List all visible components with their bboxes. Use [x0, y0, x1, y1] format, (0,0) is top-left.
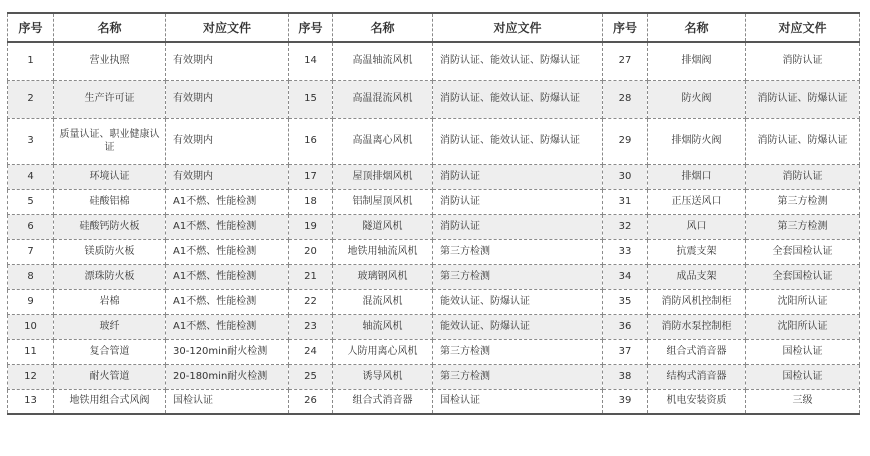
table-cell: 高温轴流风机	[333, 42, 433, 80]
table-cell: 国检认证	[746, 339, 860, 364]
table-cell: 13	[8, 389, 54, 414]
table-cell: 沈阳所认证	[746, 314, 860, 339]
table-cell: 9	[8, 289, 54, 314]
table-cell: 硅酸铝棉	[54, 189, 166, 214]
table-cell: 机电安装资质	[648, 389, 746, 414]
header-name-2: 名称	[333, 13, 433, 42]
table-cell: 消防认证、能效认证、防爆认证	[433, 118, 603, 164]
table-row	[8, 214, 860, 239]
table-cell: 质量认证、职业健康认证	[54, 118, 166, 164]
table-cell: 35	[603, 289, 648, 314]
table-header-row	[8, 13, 860, 42]
table-cell: 消防认证	[746, 164, 860, 189]
table-row	[8, 80, 860, 118]
table-row	[8, 189, 860, 214]
table-cell: 地铁用轴流风机	[333, 239, 433, 264]
table-cell: 排烟口	[648, 164, 746, 189]
table-cell: 高温混流风机	[333, 80, 433, 118]
table-cell: 消防认证	[433, 164, 603, 189]
table-cell: 消防认证	[433, 189, 603, 214]
table-cell: 21	[289, 264, 333, 289]
table-cell: 全套国检认证	[746, 239, 860, 264]
table-cell: 岩棉	[54, 289, 166, 314]
table-cell: A1不燃、性能检测	[166, 264, 289, 289]
table-cell: 17	[289, 164, 333, 189]
table-cell: 消防风机控制柜	[648, 289, 746, 314]
table-cell: 29	[603, 118, 648, 164]
certification-table	[7, 12, 860, 415]
table-cell: 4	[8, 164, 54, 189]
header-name-1: 名称	[54, 13, 166, 42]
table-cell: 14	[289, 42, 333, 80]
table-row	[8, 239, 860, 264]
table-cell: 有效期内	[166, 164, 289, 189]
header-doc-2: 对应文件	[433, 13, 603, 42]
table-cell: 玻璃钢风机	[333, 264, 433, 289]
table-cell: 三级	[746, 389, 860, 414]
table-row	[8, 289, 860, 314]
table-cell: 32	[603, 214, 648, 239]
table-cell: 8	[8, 264, 54, 289]
table-cell: 地铁用组合式风阀	[54, 389, 166, 414]
table-cell: 18	[289, 189, 333, 214]
table-cell: 漂珠防火板	[54, 264, 166, 289]
table-cell: 30	[603, 164, 648, 189]
header-doc-3: 对应文件	[746, 13, 860, 42]
table-row	[8, 164, 860, 189]
table-cell: 3	[8, 118, 54, 164]
table-row	[8, 339, 860, 364]
table-cell: 第三方检测	[433, 364, 603, 389]
table-row	[8, 389, 860, 414]
table-cell: 隧道风机	[333, 214, 433, 239]
table-cell: 5	[8, 189, 54, 214]
header-name-3: 名称	[648, 13, 746, 42]
table-cell: 36	[603, 314, 648, 339]
table-row	[8, 42, 860, 80]
table-cell: 消防认证、能效认证、防爆认证	[433, 80, 603, 118]
table-cell: 玻纤	[54, 314, 166, 339]
table-cell: 第三方检测	[433, 264, 603, 289]
table-cell: 23	[289, 314, 333, 339]
table-cell: 12	[8, 364, 54, 389]
table-cell: A1不燃、性能检测	[166, 314, 289, 339]
table-cell: 铝制屋顶风机	[333, 189, 433, 214]
table-cell: 第三方检测	[433, 339, 603, 364]
table-cell: 33	[603, 239, 648, 264]
table-cell: 抗震支架	[648, 239, 746, 264]
table-cell: 22	[289, 289, 333, 314]
table-cell: 2	[8, 80, 54, 118]
table-cell: 28	[603, 80, 648, 118]
table-cell: 19	[289, 214, 333, 239]
header-seq-1: 序号	[8, 13, 54, 42]
table-cell: 轴流风机	[333, 314, 433, 339]
table-cell: 结构式消音器	[648, 364, 746, 389]
table-cell: 20	[289, 239, 333, 264]
table-cell: 第三方检测	[746, 189, 860, 214]
table-cell: 环境认证	[54, 164, 166, 189]
table-cell: 10	[8, 314, 54, 339]
table-row	[8, 264, 860, 289]
table-cell: 排烟防火阀	[648, 118, 746, 164]
table-cell: 耐火管道	[54, 364, 166, 389]
table-cell: 成品支架	[648, 264, 746, 289]
table-cell: 防火阀	[648, 80, 746, 118]
table-cell: A1不燃、性能检测	[166, 214, 289, 239]
table-cell: 正压送风口	[648, 189, 746, 214]
table-cell: 复合管道	[54, 339, 166, 364]
table-cell: 26	[289, 389, 333, 414]
table-cell: 27	[603, 42, 648, 80]
table-cell: 消防认证、防爆认证	[746, 80, 860, 118]
table-cell: 消防认证、能效认证、防爆认证	[433, 42, 603, 80]
table-cell: 25	[289, 364, 333, 389]
table-cell: 镁质防火板	[54, 239, 166, 264]
table-cell: 诱导风机	[333, 364, 433, 389]
table-cell: 有效期内	[166, 80, 289, 118]
table-cell: 11	[8, 339, 54, 364]
table-cell: 38	[603, 364, 648, 389]
table-cell: 31	[603, 189, 648, 214]
table-cell: 30-120min耐火检测	[166, 339, 289, 364]
table-cell: 39	[603, 389, 648, 414]
table-row	[8, 364, 860, 389]
table-cell: 组合式消音器	[333, 389, 433, 414]
table-cell: 24	[289, 339, 333, 364]
table-cell: 硅酸钙防火板	[54, 214, 166, 239]
table-cell: 能效认证、防爆认证	[433, 289, 603, 314]
table-cell: 人防用离心风机	[333, 339, 433, 364]
table-cell: 消防认证	[433, 214, 603, 239]
table-cell: 组合式消音器	[648, 339, 746, 364]
table-cell: 1	[8, 42, 54, 80]
table-cell: 风口	[648, 214, 746, 239]
table-cell: 第三方检测	[746, 214, 860, 239]
table-cell: 16	[289, 118, 333, 164]
table-cell: 第三方检测	[433, 239, 603, 264]
header-doc-1: 对应文件	[166, 13, 289, 42]
table-cell: 消防认证、防爆认证	[746, 118, 860, 164]
table-cell: A1不燃、性能检测	[166, 289, 289, 314]
table-cell: 生产许可证	[54, 80, 166, 118]
table-cell: 沈阳所认证	[746, 289, 860, 314]
header-seq-3: 序号	[603, 13, 648, 42]
table-cell: 国检认证	[433, 389, 603, 414]
table-cell: 消防认证	[746, 42, 860, 80]
table-cell: 有效期内	[166, 118, 289, 164]
table-cell: 排烟阀	[648, 42, 746, 80]
table-cell: 15	[289, 80, 333, 118]
table-row	[8, 118, 860, 164]
header-seq-2: 序号	[289, 13, 333, 42]
table-cell: 国检认证	[746, 364, 860, 389]
table-cell: 全套国检认证	[746, 264, 860, 289]
table-cell: 7	[8, 239, 54, 264]
table-cell: 消防水泵控制柜	[648, 314, 746, 339]
table-cell: 营业执照	[54, 42, 166, 80]
table-cell: 混流风机	[333, 289, 433, 314]
table-cell: 高温离心风机	[333, 118, 433, 164]
table-cell: A1不燃、性能检测	[166, 239, 289, 264]
table-row	[8, 314, 860, 339]
table-cell: 37	[603, 339, 648, 364]
table-cell: 能效认证、防爆认证	[433, 314, 603, 339]
table-cell: 20-180min耐火检测	[166, 364, 289, 389]
table-cell: A1不燃、性能检测	[166, 189, 289, 214]
table-cell: 屋顶排烟风机	[333, 164, 433, 189]
table-cell: 有效期内	[166, 42, 289, 80]
table-cell: 6	[8, 214, 54, 239]
table-cell: 国检认证	[166, 389, 289, 414]
table-cell: 34	[603, 264, 648, 289]
